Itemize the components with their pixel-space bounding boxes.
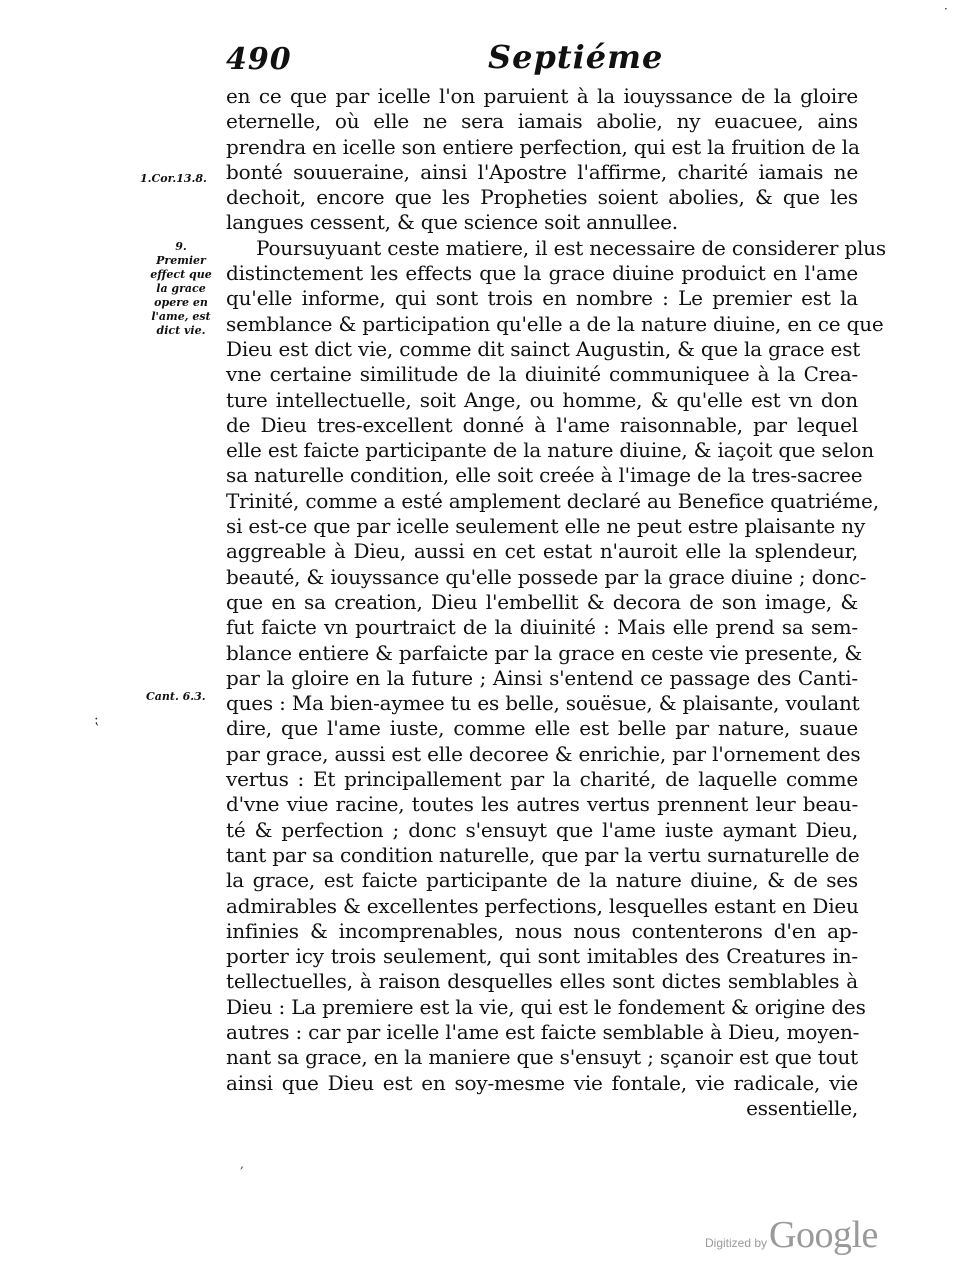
margin-summary-line: la grace	[156, 282, 206, 295]
text-line: autres : car par icelle l'ame est faicte semblable à Dieu, moyen-	[226, 1019, 860, 1044]
text-line: ques : Ma bien-aymee tu es belle, souësue, & plaisante, voulant	[226, 691, 860, 716]
text-line: vertus : Et principallement par la charité, de laquelle comme	[226, 767, 858, 792]
margin-ref-canticles: Cant. 6.3.	[146, 690, 206, 703]
text-line: que en sa creation, Dieu l'embellit & decora de son image, &	[226, 589, 858, 614]
margin-ref-corinthians: 1.Cor.13.8.	[140, 172, 207, 185]
text-line: de Dieu tres-excellent donné à l'ame raisonnable, par lequel	[226, 412, 858, 437]
text-line: langues cessent, & que science soit annullee.	[226, 210, 678, 235]
body-text	[226, 84, 886, 1121]
text-line: vne certaine similitude de la diuinité communiquee à la Crea-	[226, 362, 858, 387]
margin-section-number: 9.	[175, 240, 187, 253]
catchword-line: essentielle,	[746, 1095, 858, 1120]
margin-summary-line: l'ame, est	[151, 310, 211, 323]
text-line: nant sa grace, en la maniere que s'ensuyt ; sçanoir est que tout	[226, 1045, 858, 1070]
text-line: dire, que l'ame iuste, comme elle est belle par nature, suaue	[226, 716, 858, 741]
text-line: ture intellectuelle, soit Ange, ou homme, & qu'elle est vn don	[226, 387, 858, 412]
text-line: Dieu est dict vie, comme dit sainct Augustin, & que la grace est	[226, 336, 861, 361]
watermark-brand: Google	[769, 1214, 878, 1256]
text-line: la grace, est faicte participante de la nature diuine, & de ses	[226, 868, 858, 893]
text-line: eternelle, où elle ne sera iamais abolie, ny euacuee, ains	[226, 109, 858, 134]
text-line: semblance & participation qu'elle a de la nature diuine, en ce que	[226, 311, 884, 336]
text-line: qu'elle informe, qui sont trois en nombre : Le premier est la	[226, 286, 858, 311]
text-line: aggreable à Dieu, aussi en cet estat n'auroit elle la splendeur,	[226, 539, 858, 564]
text-line: porter icy trois seulement, qui sont imitables des Creatures in-	[226, 944, 858, 969]
text-line: d'vne viue racine, toutes les autres vertus prennent leur beau-	[226, 792, 858, 817]
text-line: beauté, & iouyssance qu'elle possede par la grace diuine ; donc-	[226, 564, 867, 589]
margin-summary-line: effect que	[150, 268, 212, 281]
text-line: Trinité, comme a esté amplement declaré au Benefice quatriéme,	[226, 488, 879, 513]
watermark-prefix: Digitized by	[705, 1236, 768, 1250]
text-line: distinctement les effects que la grace diuine produict en l'ame	[226, 261, 858, 286]
text-line: sa naturelle condition, elle soit creée à l'image de la tres-sacree	[226, 463, 863, 488]
text-line: tant par sa condition naturelle, que par la vertu surnaturelle de	[226, 842, 860, 867]
text-line: té & perfection ; donc s'ensuyt que l'ame iuste aymant Dieu,	[226, 817, 858, 842]
text-line: blance entiere & parfaicte par la grace en ceste vie presente, &	[226, 640, 863, 665]
margin-summary-line: opere en	[154, 296, 208, 309]
text-line: infinies & incomprenables, nous nous contenterons d'en ap-	[226, 918, 858, 943]
text-line: prendra en icelle son entiere perfection, qui est la fruition de la	[226, 134, 860, 159]
text-line: par la gloire en la future ; Ainsi s'entend ce passage des Canti-	[226, 665, 858, 690]
text-line: bonté souueraine, ainsi l'Apostre l'affirme, charité iamais ne	[226, 159, 858, 184]
running-title: Septiéme	[488, 38, 664, 76]
ink-speck: ·	[944, 2, 948, 16]
ink-speck: ,	[240, 1157, 244, 1171]
text-line: en ce que par icelle l'on paruient à la iouyssance de la gloire	[226, 84, 858, 108]
text-line: dechoit, encore que les Propheties soient abolies, & que les	[226, 185, 858, 210]
text-line: fut faicte vn pourtraict de la diuinité : Mais elle prend sa sem-	[226, 615, 858, 640]
paragraph-start-line: Poursuyuant ceste matiere, il est necessaire de considerer plus	[256, 235, 886, 260]
text-line: elle est faicte participante de la nature diuine, & iaçoit que selon	[226, 438, 874, 463]
text-line: admirables & excellentes perfections, lesquelles estant en Dieu	[226, 893, 859, 918]
ink-speck: ⁏	[94, 712, 99, 728]
text-line: par grace, aussi est elle decoree & enrichie, par l'ornement des	[226, 741, 861, 766]
text-line: si est-ce que par icelle seulement elle ne peut estre plaisante ny	[226, 514, 866, 539]
text-line: ainsi que Dieu est en soy-mesme vie fontale, vie radicale, vie	[226, 1070, 858, 1095]
text-line: Dieu : La premiere est la vie, qui est le fondement & origine des	[226, 994, 866, 1019]
margin-summary-line: dict vie.	[156, 324, 206, 337]
digitized-watermark	[705, 1213, 878, 1257]
page-number: 490	[226, 42, 292, 77]
margin-section-note	[140, 240, 222, 338]
text-line: tellectuelles, à raison desquelles elles sont dictes semblables à	[226, 969, 858, 994]
margin-summary-line: Premier	[156, 254, 206, 267]
